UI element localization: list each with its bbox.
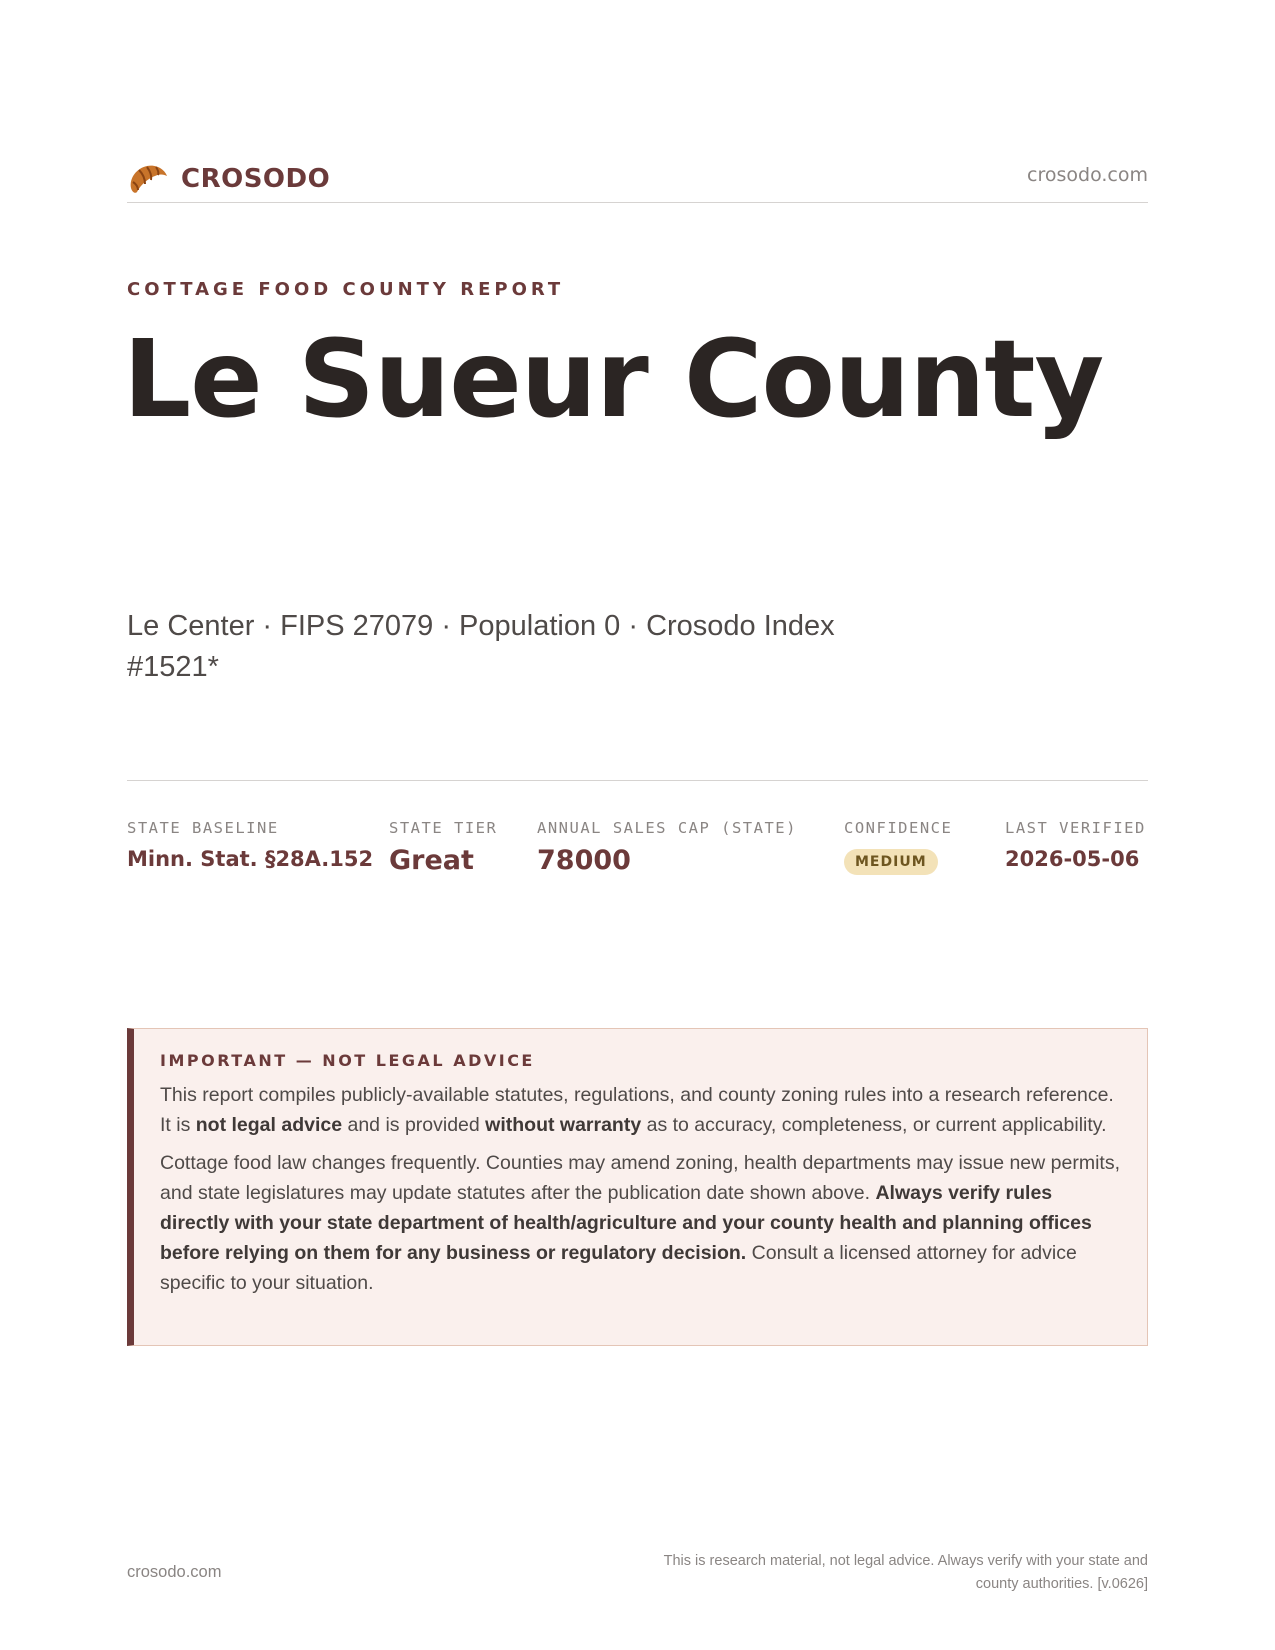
- county-meta: Le Center · FIPS 27079 · Population 0 · Crosodo Index #1521*: [127, 610, 835, 683]
- notice-text: Cottage food law changes frequently. Counties may amend zoning, health departments may issue new permits, and state legislatures may update statutes after the publication date shown above.: [160, 1152, 1120, 1204]
- stat-value: 2026-05-06: [1005, 847, 1140, 871]
- stat-label: LAST VERIFIED: [1005, 819, 1146, 837]
- footer-disclaimer: This is research material, not legal advice. Always verify with your state and county authorities. [v.0626]: [663, 1553, 1148, 1592]
- notice-title: IMPORTANT — NOT LEGAL ADVICE: [160, 1051, 535, 1070]
- croissant-icon: [127, 160, 169, 198]
- stat-state-tier: [389, 819, 497, 876]
- report-eyebrow: COTTAGE FOOD COUNTY REPORT: [127, 279, 565, 300]
- stat-label: STATE TIER: [389, 819, 498, 837]
- notice-emphasis: Always verify rules directly with your state department of health/agriculture and your county health and planning offices before relying on them for any business or regulatory decision.: [160, 1182, 1092, 1264]
- page-header: [127, 158, 1148, 203]
- stat-last-verified: [1005, 819, 1146, 871]
- legal-notice: [127, 1028, 1148, 1346]
- stat-value: Great: [389, 845, 474, 876]
- site-link[interactable]: crosodo.com: [1027, 164, 1148, 186]
- report-page: [123, 0, 1148, 1650]
- notice-paragraph: [160, 1080, 1123, 1140]
- notice-text: Consult a licensed attorney for advice specific to your situation.: [160, 1242, 1077, 1294]
- notice-emphasis: without warranty: [485, 1114, 642, 1136]
- stat-label: CONFIDENCE: [844, 819, 953, 837]
- page-title: Le Sueur County: [123, 318, 1104, 442]
- stats-row: [127, 780, 1148, 901]
- brand-name: CROSODO: [181, 164, 331, 194]
- stat-state-baseline: [127, 819, 373, 871]
- notice-text: This report compiles publicly-available statutes, regulations, and county zoning rules into a research reference. It is: [160, 1084, 1114, 1136]
- notice-text: as to accuracy, completeness, or current applicability.: [641, 1114, 1107, 1136]
- notice-emphasis: not legal advice: [195, 1114, 343, 1136]
- stat-annual-sales-cap: [537, 819, 797, 876]
- stat-confidence: [844, 819, 952, 875]
- stat-label: STATE BASELINE: [127, 819, 279, 837]
- stat-value: Minn. Stat. §28A.152: [127, 847, 374, 871]
- status-badge: MEDIUM: [844, 849, 938, 875]
- stat-label: ANNUAL SALES CAP (STATE): [537, 819, 797, 837]
- footer-site: crosodo.com: [127, 1563, 222, 1581]
- notice-text: and is provided: [342, 1114, 486, 1136]
- stat-value: 78000: [537, 845, 631, 876]
- brand-logo[interactable]: [127, 160, 330, 198]
- notice-paragraph: [160, 1148, 1123, 1298]
